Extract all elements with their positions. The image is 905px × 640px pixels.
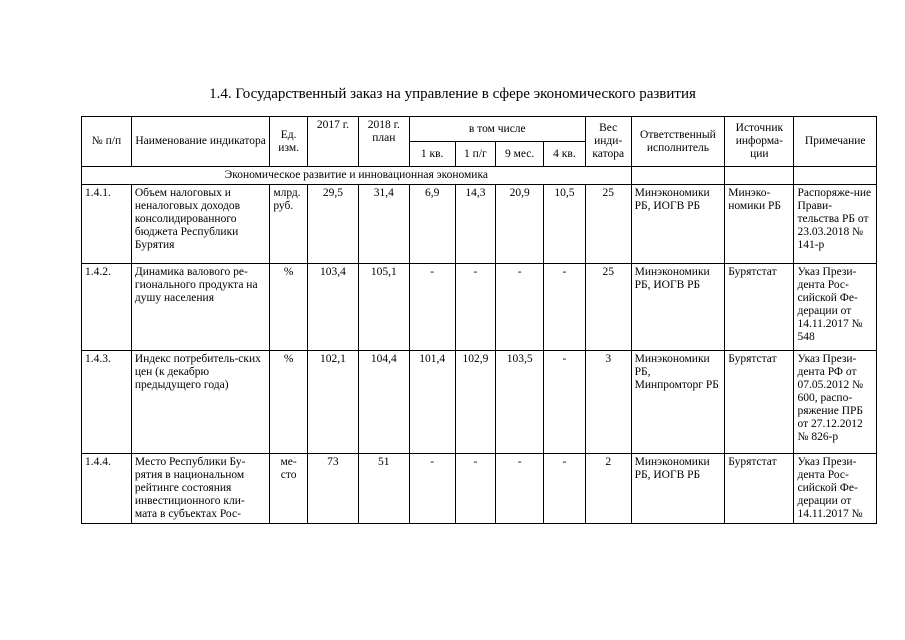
row-note: Указ Прези-дента РФ от 07.05.2012 № 600, распо-ряжение ПРБ от 27.12.2012 № 826-р xyxy=(794,351,877,454)
header-weight: Вес инди-катора xyxy=(585,117,631,167)
row-9m: 103,5 xyxy=(496,351,544,454)
header-name: Наименование индикатора xyxy=(131,117,269,167)
table-row xyxy=(82,264,877,351)
row-name: Индекс потребитель-ских цен (к декабрю предыдущего года) xyxy=(131,351,269,454)
row-q4: 10,5 xyxy=(544,185,586,264)
row-source: Бурятстат xyxy=(725,454,794,524)
header-responsible: Ответственный исполнитель xyxy=(631,117,725,167)
row-unit: млрд. руб. xyxy=(270,185,308,264)
row-unit: % xyxy=(270,264,308,351)
row-weight: 2 xyxy=(585,454,631,524)
section-empty-cell xyxy=(794,167,877,185)
row-q1: - xyxy=(409,454,455,524)
row-2018: 104,4 xyxy=(358,351,409,454)
row-weight: 25 xyxy=(585,264,631,351)
row-2018: 105,1 xyxy=(358,264,409,351)
header-including: в том числе xyxy=(409,117,585,142)
row-h1: 102,9 xyxy=(455,351,496,454)
header-q4: 4 кв. xyxy=(544,142,586,167)
row-unit: % xyxy=(270,351,308,454)
header-2017: 2017 г. xyxy=(307,117,358,167)
row-num: 1.4.2. xyxy=(82,264,132,351)
row-q1: 6,9 xyxy=(409,185,455,264)
page-title: 1.4. Государственный заказ на управление в сфере экономического развития xyxy=(209,86,696,102)
row-9m: - xyxy=(496,454,544,524)
row-h1: - xyxy=(455,454,496,524)
header-9m: 9 мес. xyxy=(496,142,544,167)
row-2017: 103,4 xyxy=(307,264,358,351)
table-row xyxy=(82,454,877,524)
state-order-table xyxy=(81,116,877,524)
row-name: Объем налоговых и неналоговых доходов консолидированного бюджета Республики Бурятия xyxy=(131,185,269,264)
row-2017: 29,5 xyxy=(307,185,358,264)
row-q4: - xyxy=(544,264,586,351)
row-h1: - xyxy=(455,264,496,351)
row-q4: - xyxy=(544,454,586,524)
row-name: Место Республики Бу-рятия в национальном рейтинге состояния инвестиционного кли-мата в субъектах Рос- xyxy=(131,454,269,524)
row-q4: - xyxy=(544,351,586,454)
row-2017: 102,1 xyxy=(307,351,358,454)
section-empty-cell xyxy=(631,167,725,185)
header-source: Источник информа-ции xyxy=(725,117,794,167)
row-q1: - xyxy=(409,264,455,351)
section-title: Экономическое развитие и инновационная экономика xyxy=(82,167,632,185)
row-num: 1.4.4. xyxy=(82,454,132,524)
row-note: Указ Прези-дента Рос-сийской Фе-дерации от 14.11.2017 № xyxy=(794,454,877,524)
row-h1: 14,3 xyxy=(455,185,496,264)
section-empty-cell xyxy=(725,167,794,185)
row-q1: 101,4 xyxy=(409,351,455,454)
header-num: № п/п xyxy=(82,117,132,167)
row-note: Указ Прези-дента Рос-сийской Фе-дерации от 14.11.2017 № 548 xyxy=(794,264,877,351)
table-row xyxy=(82,185,877,264)
row-source: Бурятстат xyxy=(725,264,794,351)
row-9m: - xyxy=(496,264,544,351)
row-weight: 3 xyxy=(585,351,631,454)
header-2018-plan: 2018 г. план xyxy=(358,117,409,167)
row-num: 1.4.1. xyxy=(82,185,132,264)
row-responsible: Минэкономики РБ, ИОГВ РБ xyxy=(631,454,725,524)
row-responsible: Минэкономики РБ, Минпромторг РБ xyxy=(631,351,725,454)
row-name: Динамика валового ре-гионального продукта на душу населения xyxy=(131,264,269,351)
row-2017: 73 xyxy=(307,454,358,524)
row-source: Бурятстат xyxy=(725,351,794,454)
header-q1: 1 кв. xyxy=(409,142,455,167)
row-responsible: Минэкономики РБ, ИОГВ РБ xyxy=(631,264,725,351)
row-weight: 25 xyxy=(585,185,631,264)
header-note: Примечание xyxy=(794,117,877,167)
row-9m: 20,9 xyxy=(496,185,544,264)
row-note: Распоряже-ние Прави-тельства РБ от 23.03.2018 № 141-р xyxy=(794,185,877,264)
table-row xyxy=(82,351,877,454)
row-source: Минэко-номики РБ xyxy=(725,185,794,264)
header-h1: 1 п/г xyxy=(455,142,496,167)
header-unit: Ед. изм. xyxy=(270,117,308,167)
row-num: 1.4.3. xyxy=(82,351,132,454)
row-2018: 51 xyxy=(358,454,409,524)
row-2018: 31,4 xyxy=(358,185,409,264)
row-unit: ме-сто xyxy=(270,454,308,524)
row-responsible: Минэкономики РБ, ИОГВ РБ xyxy=(631,185,725,264)
